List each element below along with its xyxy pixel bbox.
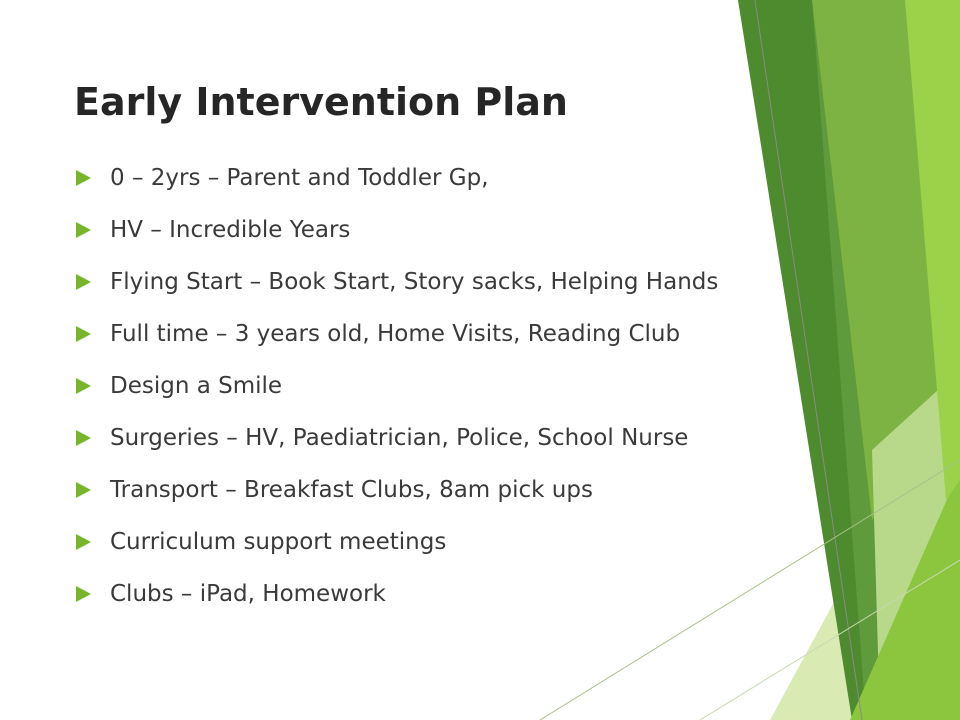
triangle-arrow-icon [76,430,91,446]
triangle-arrow-icon [76,378,91,394]
bullet-text: Transport – Breakfast Clubs, 8am pick ups [110,477,593,503]
bullet-text: 0 – 2yrs – Parent and Toddler Gp, [110,165,489,191]
triangle-arrow-icon [76,326,91,342]
bullet-text: Clubs – iPad, Homework [110,581,386,607]
triangle-arrow-icon [76,482,91,498]
triangle-arrow-icon [76,222,91,238]
bullet-text: Full time – 3 years old, Home Visits, Reading Club [110,321,681,347]
bullet-text: Curriculum support meetings [110,529,447,555]
triangle-arrow-icon [76,170,91,186]
triangle-arrow-icon [76,586,91,602]
bullet-text: Surgeries – HV, Paediatrician, Police, School Nurse [110,425,689,451]
triangle-arrow-icon [76,274,91,290]
bullet-text: Design a Smile [110,373,283,399]
bullet-text: Flying Start – Book Start, Story sacks, Helping Hands [110,269,719,295]
slide-title: Early Intervention Plan [74,80,568,124]
triangle-arrow-icon [76,534,91,550]
bullet-text: HV – Incredible Years [110,217,351,243]
